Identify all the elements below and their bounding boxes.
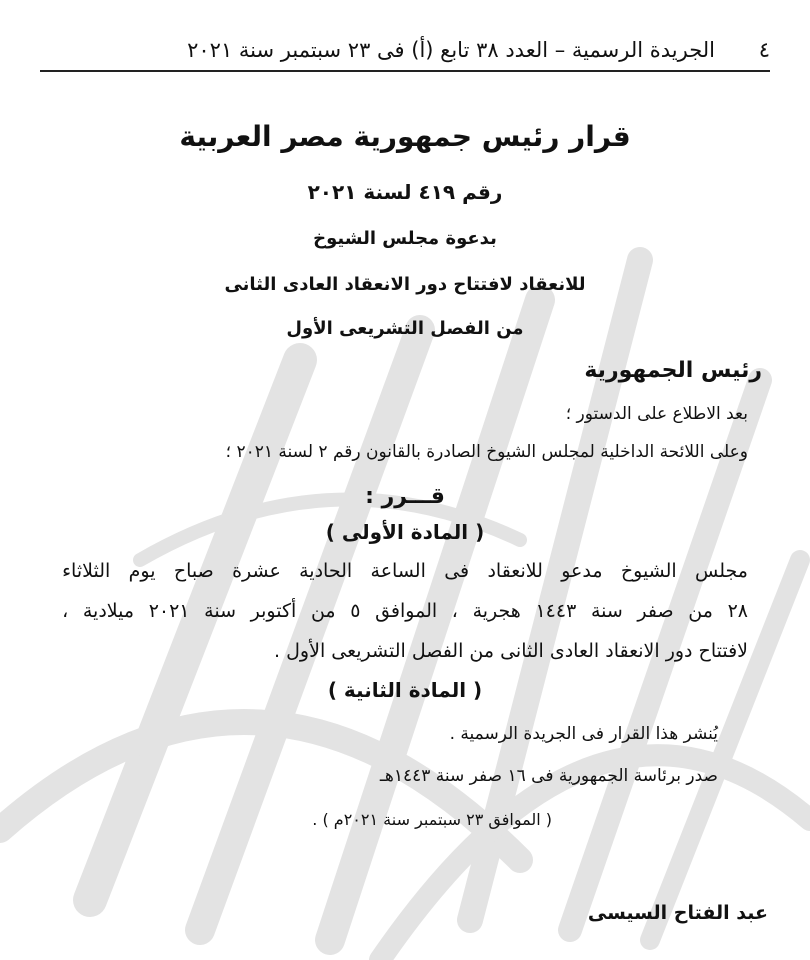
article-word: الثلاثاء [62, 560, 111, 582]
president-heading: رئيس الجمهورية [584, 358, 762, 383]
article-word: عشرة [232, 560, 281, 582]
article-word: الساعة [370, 560, 426, 582]
article-word: مدعو [561, 560, 603, 582]
article-word: يوم [128, 560, 156, 582]
issued-statement: صدر برئاسة الجمهورية فى ١٦ صفر سنة ١٤٤٣هـ [379, 766, 718, 786]
article-word: فى [444, 560, 470, 582]
page-number: ٤ [758, 38, 770, 62]
signature-name: عبد الفتاح السيسى [587, 902, 768, 924]
gazette-header-title: الجريدة الرسمية – العدد ٣٨ تابع (أ) فى ٢٣ سبتمبر سنة ٢٠٢١ [187, 38, 715, 62]
article-word: سنة [590, 600, 623, 622]
corresponding-date: ( الموافق ٢٣ سبتمبر سنة ٢٠٢١م ) . [312, 810, 552, 829]
article-word: صباح [173, 560, 214, 582]
article-1-line-1 [62, 560, 748, 582]
decree-subject-line-1: بدعوة مجلس الشيوخ [313, 228, 497, 249]
article-word: من [688, 600, 713, 622]
article-2-text: يُنشر هذا القرار فى الجريدة الرسمية . [449, 724, 718, 744]
article-word: أكتوبر [250, 600, 297, 622]
article-word: الموافق [375, 600, 438, 622]
article-word: ميلادية [82, 600, 135, 622]
article-word: ٢٠٢١ [148, 600, 190, 622]
preamble-bylaws: وعلى اللائحة الداخلية لمجلس الشيوخ الصادرة بالقانون رقم ٢ لسنة ٢٠٢١ ؛ [225, 442, 748, 462]
article-word: ١٤٤٣ [535, 600, 577, 622]
article-1-line-3: لافتتاح دور الانعقاد العادى الثانى من الفصل التشريعى الأول . [274, 640, 748, 662]
article-1-line-2 [62, 600, 748, 622]
decree-number: رقم ٤١٩ لسنة ٢٠٢١ [307, 180, 503, 204]
article-1-heading: ( المادة الأولى ) [325, 520, 485, 544]
decree-subject-line-3: من الفصل التشريعى الأول [286, 318, 524, 339]
article-2-heading: ( المادة الثانية ) [327, 678, 483, 702]
article-word: هجرية [472, 600, 521, 622]
decree-subject-line-2: للانعقاد لافتتاح دور الانعقاد العادى الثانى [224, 274, 586, 295]
article-word: الحادية [299, 560, 353, 582]
article-word: الشيوخ [620, 560, 677, 582]
article-word: سنة [204, 600, 236, 622]
article-word: ٢٨ [727, 600, 748, 622]
article-word: صفر [637, 600, 674, 622]
decided-heading: قـــرر : [365, 484, 445, 509]
article-word: ، [451, 600, 458, 622]
article-word: للانعقاد [487, 560, 543, 582]
page-header [40, 38, 770, 72]
article-word: من [310, 600, 336, 622]
article-word: مجلس [695, 560, 748, 582]
preamble-constitution: بعد الاطلاع على الدستور ؛ [565, 404, 748, 424]
article-word: ٥ [350, 600, 361, 622]
decree-title: قرار رئيس جمهورية مصر العربية [179, 120, 631, 153]
article-word: ، [62, 600, 69, 622]
